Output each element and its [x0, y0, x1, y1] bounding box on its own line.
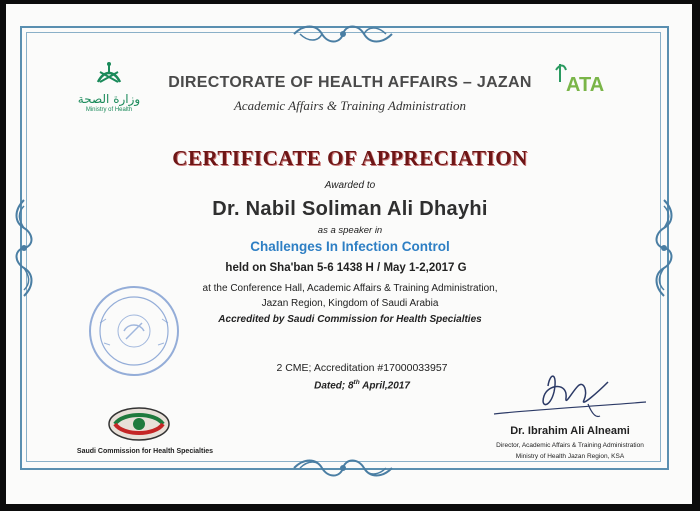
cme-accreditation: 2 CME; Accreditation #17000033957 — [276, 362, 448, 374]
schs-logo — [101, 404, 177, 444]
event-topic: Challenges In Infection Control — [250, 239, 450, 254]
venue-line-1: at the Conference Hall, Academic Affairs & Training Administration, — [202, 283, 498, 294]
top-flourish — [290, 22, 396, 46]
recipient-name: Dr. Nabil Soliman Ali Dhayhi — [212, 198, 488, 220]
awarded-to-label: Awarded to — [324, 180, 376, 191]
signatory-title-2: Ministry of Health Jazan Region, KSA — [515, 453, 625, 460]
date-issued: Dated; 8th April,2017 — [314, 379, 410, 392]
administration-subtitle: Academic Affairs & Training Administration — [233, 98, 467, 113]
ata-logo-text: ATA — [566, 74, 605, 96]
bottom-flourish — [290, 456, 396, 480]
official-stamp — [86, 283, 182, 379]
directorate-title: DIRECTORATE OF HEALTH AFFAIRS – JAZAN — [168, 74, 532, 91]
signatory-title-1: Director, Academic Affairs & Training Administration — [496, 442, 644, 449]
moh-arabic-label: وزارة الصحة — [77, 92, 141, 106]
venue-line-2: Jazan Region, Kingdom of Saudi Arabia — [261, 298, 439, 309]
accreditation-statement: Accredited by Saudi Commission for Health Specialties — [218, 314, 482, 325]
moh-english-label: Ministry of Health — [85, 107, 133, 113]
certificate-title: CERTIFICATE OF APPRECIATION — [172, 146, 528, 170]
as-speaker-label: as a speaker in — [317, 225, 383, 236]
signatory-name: Dr. Ibrahim Ali Alneami — [510, 425, 630, 437]
signature — [488, 362, 648, 432]
schs-label: Saudi Commission for Health Specialties — [76, 448, 214, 455]
event-date: held on Sha'ban 5-6 1438 H / May 1-2,2017 G — [225, 262, 467, 274]
